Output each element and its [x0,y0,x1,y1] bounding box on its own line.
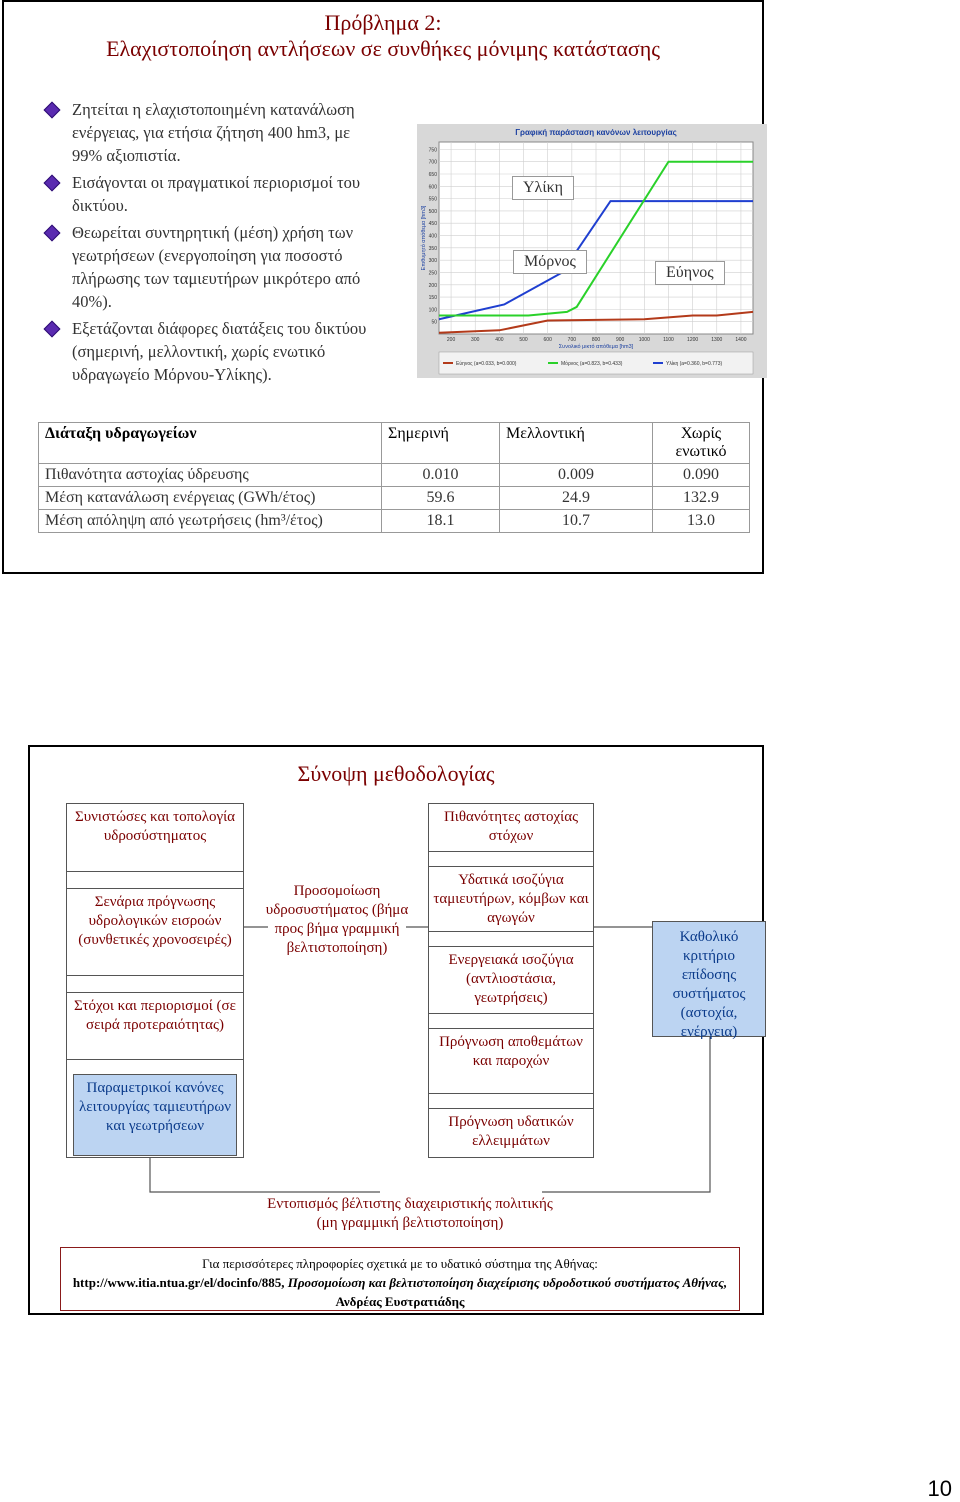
operating-rules-chart [417,124,767,378]
y-tick-label: 500 [428,208,437,215]
header-cell: Σημερινή [382,423,500,464]
chart-title: Γραφική παράσταση κανόνων λειτουργίας [515,128,677,137]
bullet-item [44,98,374,167]
box-storage-forecast: Πρόγνωση αποθεμάτων και παροχών [429,1028,593,1094]
slide-2-title: Σύνοψη μεθοδολογίας [297,761,495,786]
y-tick-label: 450 [428,221,437,228]
y-tick-label: 400 [428,233,437,240]
box-components: Συνιστώσες και τοπολογία υδροσύστηματος [67,804,243,872]
y-tick-label: 350 [428,245,437,252]
legend-label: Εύηνος (a=0.033, b=0.000) [456,361,517,367]
cell-value: 0.010 [382,464,500,487]
box-water-balances: Υδατικά ισοζύγια ταμιευτήρων, κόμβων και αγωγών [429,866,593,932]
y-tick-label: 700 [428,159,437,166]
bullet-list [44,98,374,390]
y-tick-label: 750 [428,147,437,154]
x-tick-label: 300 [471,337,480,343]
y-tick-label: 600 [428,184,437,191]
slide-1 [2,0,764,574]
reference-box [60,1247,740,1311]
simulation-text: Προσομοίωση υδροσυστήματος (βήμα προς βήμα γραμμική βελτιστοποίηση) [265,883,409,956]
y-tick-label: 650 [428,172,437,178]
reference-url[interactable]: http://www.itia.ntua.gr/el/docinfo/885, [72,1275,285,1290]
bullet-text: Εισάγονται οι πραγματικοί περιορισμοί του δικτύου. [72,173,361,215]
reference-line-2 [61,1273,739,1311]
callout-mornos: Μόρνος [513,250,587,274]
header-cell: Μελλοντική [500,423,653,464]
box-performance-criterion: Καθολικό κριτήριο επίδοσης συστήματος (αστοχία, ενέργεια) [652,921,766,1037]
row-label: Μέση κατανάλωση ενέργειας (GWh/έτος) [39,487,382,510]
chart-svg [417,124,767,378]
x-tick-label: 600 [543,337,552,343]
y-tick-label: 100 [428,307,437,314]
page-number: 10 [927,1476,952,1501]
y-tick-label: 50 [431,319,437,326]
title-line-2: Ελαχιστοποίηση αντλήσεων σε συνθήκες μόνιμης κατάστασης [106,36,660,61]
header-cell: Χωρίς ενωτικό [653,423,750,464]
bullet-item [44,171,374,217]
inputs-column [66,803,244,1158]
x-tick-label: 500 [519,337,528,343]
box-energy-balances: Ενεργειακά ισοζύγια (αντλιοστάσια, γεωτρήσεις) [429,946,593,1014]
diamond-bullet-icon [44,225,61,242]
y-tick-label: 250 [428,270,437,277]
table-row [39,487,750,510]
x-tick-label: 900 [615,337,625,343]
callout-ylikh: Υλίκη [512,176,574,200]
y-tick-label: 200 [428,282,437,289]
x-tick-label: 1300 [711,337,723,343]
y-tick-label: 150 [428,295,437,302]
bullet-text: Ζητείται η ελαχιστοποιημένη κατανάλωση ενέργειας, για ετήσια ζήτηση 400 hm3, με 99% αξιοπιστία. [72,100,355,165]
row-label: Μέση απόληψη από γεωτρήσεις (hm³/έτος) [39,510,382,533]
box-failure-probabilities: Πιθανότητες αστοχίας στόχων [429,804,593,852]
bullet-item [44,317,374,386]
reference-title: Προσομοίωση και βελτιστοποίηση διαχείρισης υδροδοτικού συστήματος Αθήνας, [287,1275,728,1290]
y-tick-label: 550 [428,196,437,203]
cell-value: 0.009 [500,464,653,487]
reference-author: Ανδρέας Ευστρατιάδης [335,1294,465,1309]
x-tick-label: 1400 [735,337,747,343]
cell-value: 132.9 [653,487,750,510]
x-tick-label: 1000 [638,337,650,343]
x-axis-label: Συνολικό μικτό απόθεμα [hm3] [558,344,634,350]
reference-line-1: Για περισσότερες πληροφορίες σχετικά με το υδατικό σύστημα της Αθήνας: [202,1256,598,1271]
cell-value: 10.7 [500,510,653,533]
box-targets-constraints: Στόχοι και περιορισμοί (σε σειρά προτεραιότητας) [67,992,243,1060]
connector-line [150,1157,380,1192]
cell-value: 13.0 [653,510,750,533]
x-tick-label: 1100 [663,337,674,343]
cell-value: 24.9 [500,487,653,510]
table-row [39,464,750,487]
title-line-1: Πρόβλημα 2: [324,10,442,35]
legend-label: Μόρνος (a=0.823, b=0.433) [561,361,623,367]
y-tick-label: 300 [428,258,437,265]
legend-label: Υλίκη (a=0.360, b=0.773) [666,361,723,367]
x-tick-label: 400 [495,337,504,343]
diamond-bullet-icon [44,102,61,119]
bullet-text: Θεωρείται συντηρητική (μέση) χρήση των γεωτρήσεων (ενεργοποίηση για ποσοστό πλήρωσης των ταμιευτήρων μικρότερο από 40%). [72,223,361,311]
box-parametric-rules: Παραμετρικοί κανόνες λειτουργίας ταμιευτήρων και γεωτρήσεων [73,1074,237,1156]
cell-value: 0.090 [653,464,750,487]
cell-value: 59.6 [382,487,500,510]
table-row [39,510,750,533]
x-tick-label: 200 [446,337,456,343]
y-axis-label: Επιθυμητό απόθεμα [hm3] [421,205,427,271]
diamond-bullet-icon [44,321,61,338]
row-label: Πιθανότητα αστοχίας ύδρευσης [39,464,382,487]
bullet-item [44,221,374,313]
outputs-column [428,803,594,1158]
bullet-text: Εξετάζονται διάφορες διατάξεις του δικτύου (σημερινή, μελλοντική, χωρίς ενωτικό υδραγωγείο Μόρνου-Υλίκης). [72,319,367,384]
configuration-table [38,422,750,533]
callout-evinos: Εύηνος [655,261,725,285]
x-tick-label: 800 [591,337,601,343]
header-cell: Διάταξη υδραγωγείων [39,423,382,464]
optimization-text: Εντοπισμός βέλτιστης διαχειριστικής πολιτικής (μη γραμμική βελτιστοποίηση) [267,1196,553,1231]
cell-value: 18.1 [382,510,500,533]
slide-1-title [4,10,762,62]
box-inflow-scenarios: Σενάρια πρόγνωσης υδρολογικών εισροών (συνθετικές χρονοσειρές) [67,888,243,976]
x-tick-label: 700 [567,337,577,343]
slide-2 [28,745,764,1315]
x-tick-label: 1200 [687,337,699,343]
diamond-bullet-icon [44,175,61,192]
box-deficit-forecast: Πρόγνωση υδατικών ελλειμμάτων [429,1108,593,1157]
table-header-row [39,423,750,464]
